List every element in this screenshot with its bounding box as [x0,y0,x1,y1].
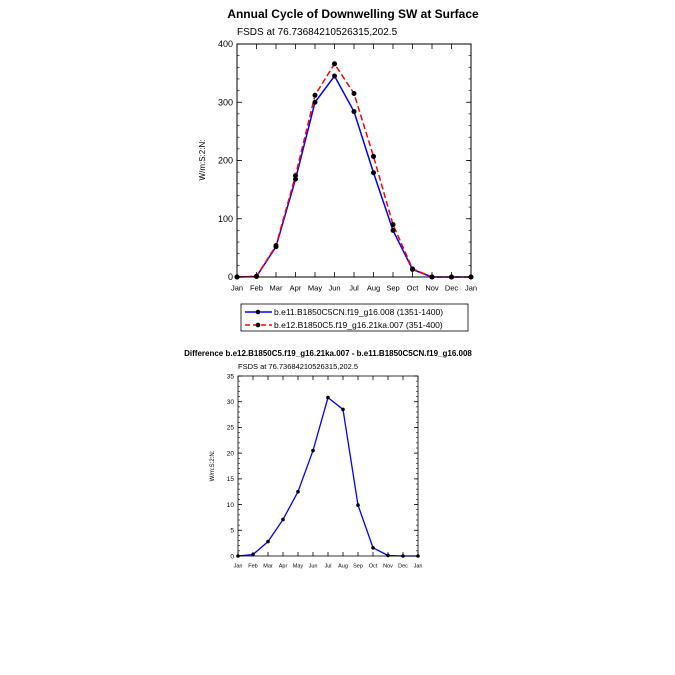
x-tick-label: Dec [444,283,459,293]
x-tick-label: Jan [413,563,423,570]
x-tick-label: Jul [324,563,332,570]
x-tick-label: Aug [338,563,348,570]
data-point [274,243,279,248]
legend-label-series-2: b.e12.B1850C5.f19_g16.21ka.007 (351-400) [274,320,443,330]
x-tick-label: Jun [308,563,318,570]
data-point [371,170,376,175]
x-tick-label: Apr [289,283,302,293]
annual-cycle-chart [198,7,479,331]
x-tick-label: Jan [233,563,243,570]
chart-title: Annual Cycle of Downwelling SW at Surface [227,7,479,21]
x-tick-label: Oct [406,283,419,293]
y-tick-label: 5 [230,527,234,535]
legend-marker-series-1 [256,310,261,315]
y-axis-label: W/m:S:2:N: [198,139,207,181]
series-line-1 [238,398,418,556]
x-tick-label: Jul [349,283,359,293]
data-point [371,546,375,550]
data-point [386,554,390,558]
data-point [341,408,345,412]
x-tick-label: May [292,563,304,570]
chart-subtitle: FSDS at 76.73684210526315,202.5 [237,27,398,38]
legend-label-series-1: b.e11.B1850C5CN.f19_g16.008 (1351-1400) [274,307,444,317]
data-point [311,449,315,453]
x-tick-label: Jun [328,283,341,293]
data-point [313,100,318,105]
x-tick-label: Mar [269,283,283,293]
x-tick-label: Feb [248,563,258,570]
x-tick-label: Nov [425,283,439,293]
x-tick-label: Jan [230,283,244,293]
y-tick-label: 25 [226,424,234,432]
series-line-1 [237,76,471,277]
data-point [391,222,396,227]
data-point [313,93,318,98]
data-point [352,109,357,114]
y-tick-label: 35 [226,373,234,381]
y-tick-label: 10 [226,501,234,509]
plot-frame [237,44,471,277]
legend [241,304,468,331]
y-tick-label: 0 [227,272,233,283]
y-axis-label: W/m:S:2:N: [210,450,216,482]
x-tick-label: Apr [278,563,288,570]
y-tick-label: 30 [226,398,234,406]
y-tick-label: 15 [226,476,234,484]
y-tick-label: 20 [226,450,234,458]
data-point [254,274,259,279]
data-point [332,74,337,79]
x-tick-label: Jan [464,283,478,293]
y-tick-label: 100 [217,213,233,224]
y-tick-label: 300 [217,97,233,108]
x-tick-label: May [307,283,323,293]
data-point [410,266,415,271]
x-tick-label: Aug [366,283,381,293]
y-tick-label: 200 [217,155,233,166]
x-tick-label: Feb [250,283,263,293]
data-point [326,396,330,400]
data-point [296,490,300,494]
data-point [266,540,270,544]
data-point [391,228,396,233]
x-tick-label: Sep [353,563,363,570]
data-point [356,503,360,507]
x-tick-label: Sep [386,283,400,293]
x-tick-label: Mar [263,563,273,570]
x-tick-label: Oct [368,563,378,570]
data-point [281,518,285,522]
data-point [332,61,337,66]
x-tick-label: Nov [383,563,393,570]
chart-title: Difference b.e12.B1850C5.f19_g16.21ka.007 - b.e11.B1850C5CN.f19_g16.008 [184,349,472,358]
chart-subtitle: FSDS at 76.73684210526315,202.5 [238,362,359,371]
data-point [371,154,376,159]
y-tick-label: 0 [230,553,234,561]
x-tick-label: Dec [398,563,408,570]
plot-frame [238,376,418,556]
legend-marker-series-2 [256,323,261,328]
y-tick-label: 400 [217,39,233,50]
data-point [352,91,357,96]
difference-chart [184,349,472,570]
data-point [293,173,298,178]
